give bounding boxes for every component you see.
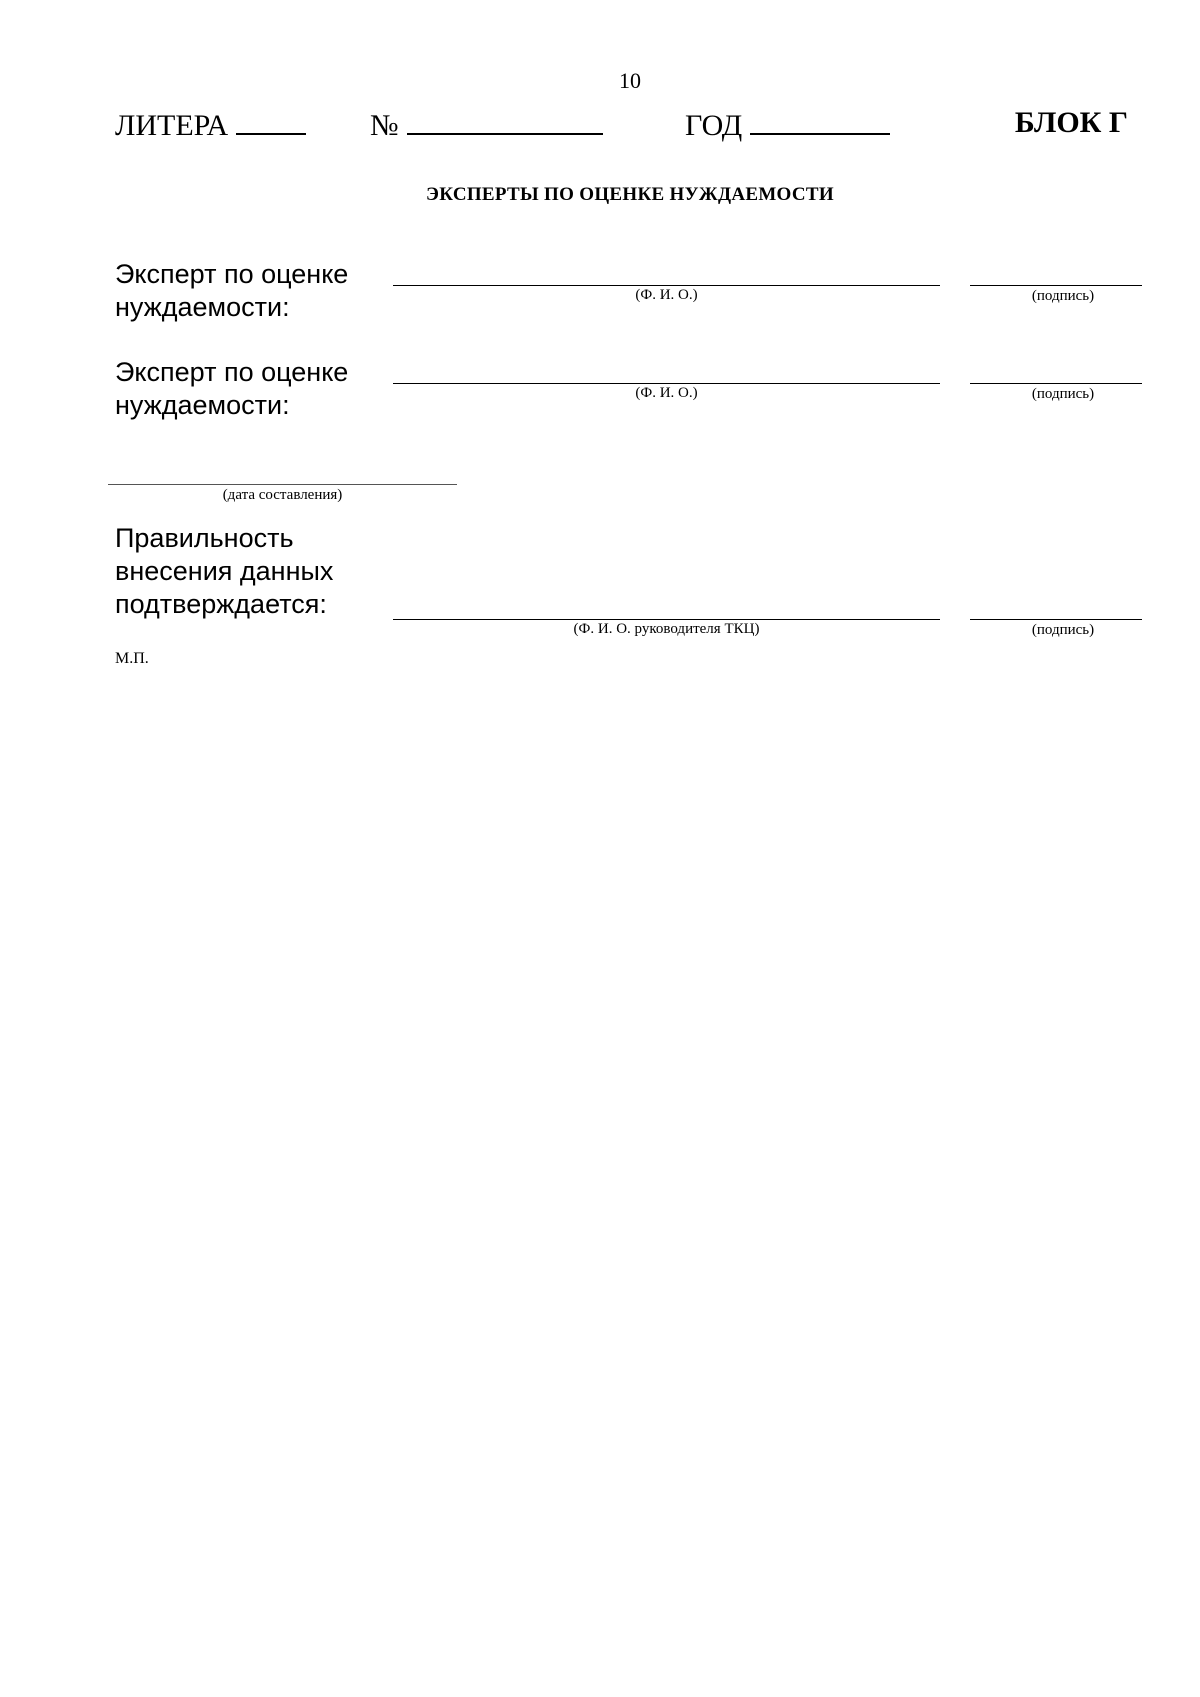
date-line[interactable]	[108, 484, 457, 485]
page-number: 10	[619, 68, 641, 93]
date-caption: (дата составления)	[222, 487, 343, 503]
litera-blank[interactable]	[236, 105, 306, 135]
litera-field	[115, 105, 306, 144]
number-field	[370, 105, 603, 144]
expert-signature-caption: (подпись)	[1031, 386, 1095, 402]
expert-signature-line[interactable]	[970, 383, 1142, 384]
expert-label-line: Эксперт по оценке	[115, 259, 349, 289]
stamp-label: М.П.	[115, 650, 149, 667]
confirmation-label-line: подтверждается:	[115, 589, 327, 619]
section-title: ЭКСПЕРТЫ ПО ОЦЕНКЕ НУЖДАЕМОСТИ	[426, 184, 834, 205]
expert-label-line: Эксперт по оценке	[115, 357, 349, 387]
manager-signature-line[interactable]	[970, 619, 1142, 620]
litera-label: ЛИТЕРА	[115, 109, 229, 142]
number-blank[interactable]	[407, 105, 603, 135]
block-label: БЛОК Г	[1014, 106, 1128, 139]
manager-name-caption: (Ф. И. О. руководителя ТКЦ)	[573, 621, 760, 637]
expert-signature-line[interactable]	[970, 285, 1142, 286]
number-label: №	[370, 109, 399, 142]
year-blank[interactable]	[750, 105, 890, 135]
expert-name-caption: (Ф. И. О.)	[635, 385, 698, 401]
expert-signature-caption: (подпись)	[1031, 288, 1095, 304]
confirmation-label-line: Правильность	[115, 523, 294, 553]
expert-name-caption: (Ф. И. О.)	[635, 287, 698, 303]
year-label: ГОД	[685, 109, 743, 142]
expert-label	[115, 356, 348, 422]
manager-signature-caption: (подпись)	[1031, 622, 1095, 638]
confirmation-label	[115, 522, 333, 621]
confirmation-label-line: внесения данных	[115, 556, 334, 586]
expert-label-line: нуждаемости:	[115, 390, 290, 420]
year-field	[685, 105, 890, 144]
expert-label	[115, 258, 348, 324]
expert-label-line: нуждаемости:	[115, 292, 290, 322]
